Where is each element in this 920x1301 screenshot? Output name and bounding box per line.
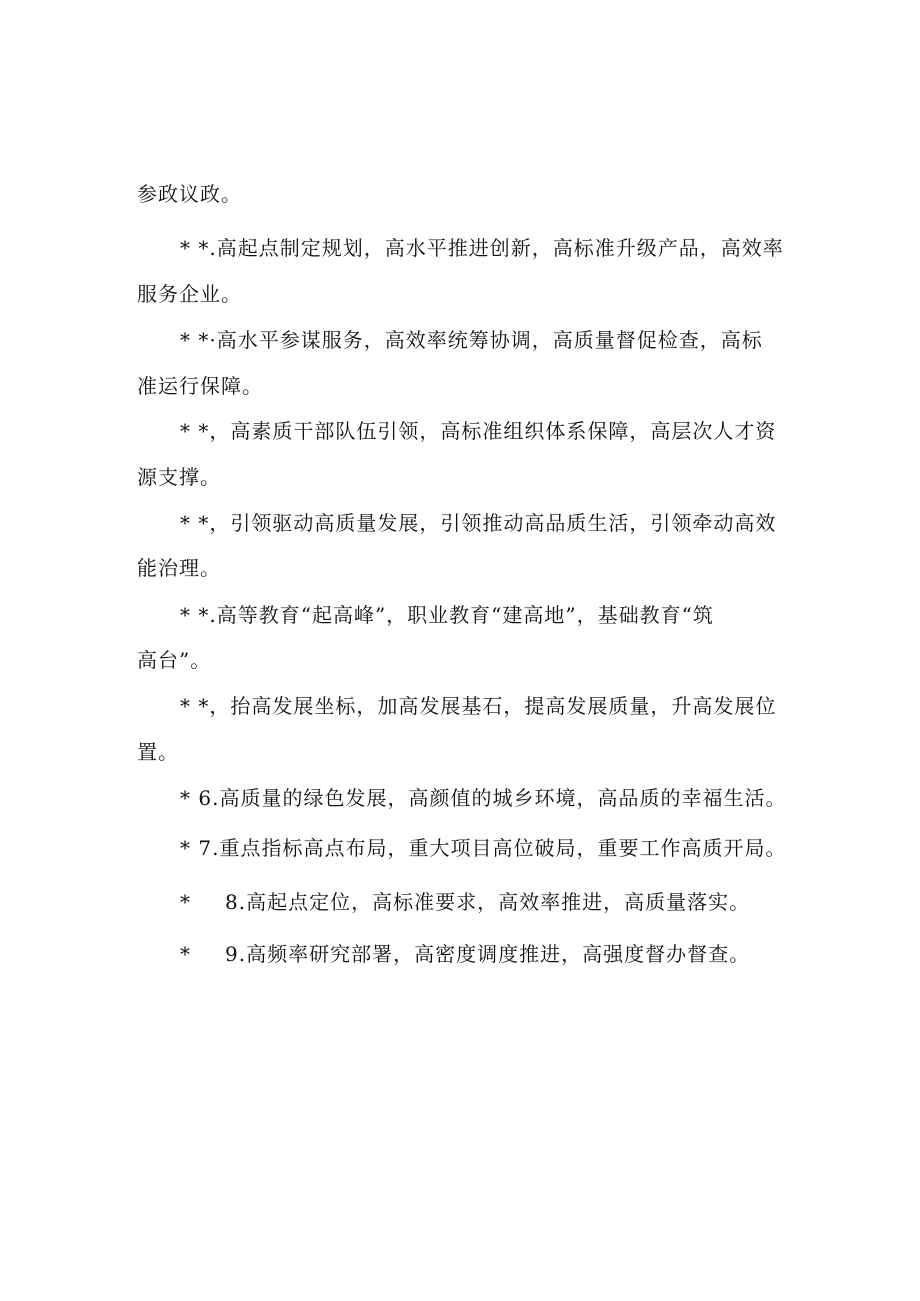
- text-line-13: 置。: [137, 740, 179, 764]
- text-line-2: * *.高起点制定规划，高水平推进创新，高标准升级产品，高效率: [180, 236, 784, 260]
- text-line-8: * *，引领驱动高质量发展，引领推动高品质生活，引领牵动高效: [180, 511, 777, 535]
- text-line-12: * *，抬高发展坐标，加高发展基石，提高发展质量，升高发展位: [180, 694, 777, 718]
- text-line-16: [180, 888, 860, 916]
- text-line-9: 能治理。: [137, 556, 221, 580]
- line-star-2: *: [180, 942, 191, 966]
- line-content-16: 8.高起点定位，高标准要求，高效率推进，高质量落实。: [225, 890, 751, 914]
- line-star-1: *: [180, 890, 191, 914]
- line-content-17: 9.高频率研究部署，高密度调度推进，高强度督办督查。: [225, 942, 751, 966]
- text-line-17: [180, 940, 860, 968]
- text-line-1: 参政议政。: [137, 182, 242, 206]
- text-line-10: * *.高等教育“起高峰”，职业教育“建高地”，基础教育“筑: [180, 603, 714, 627]
- text-line-6: * *，高素质干部队伍引领，高标准组织体系保障，高层次人才资: [180, 419, 777, 443]
- text-line-15: * 7.重点指标高点布局，重大项目高位破局，重要工作高质开局。: [180, 836, 787, 860]
- text-line-3: 服务企业。: [137, 282, 242, 306]
- text-line-5: 准运行保障。: [137, 374, 263, 398]
- text-line-14: * 6.高质量的绿色发展，高颜值的城乡环境，高品质的幸福生活。: [180, 786, 787, 810]
- text-line-4: * *·高水平参谋服务，高效率统筹协调，高质量督促检查，高标: [180, 328, 763, 352]
- text-line-11: 高台”。: [137, 648, 212, 672]
- text-line-7: 源支撑。: [137, 465, 221, 489]
